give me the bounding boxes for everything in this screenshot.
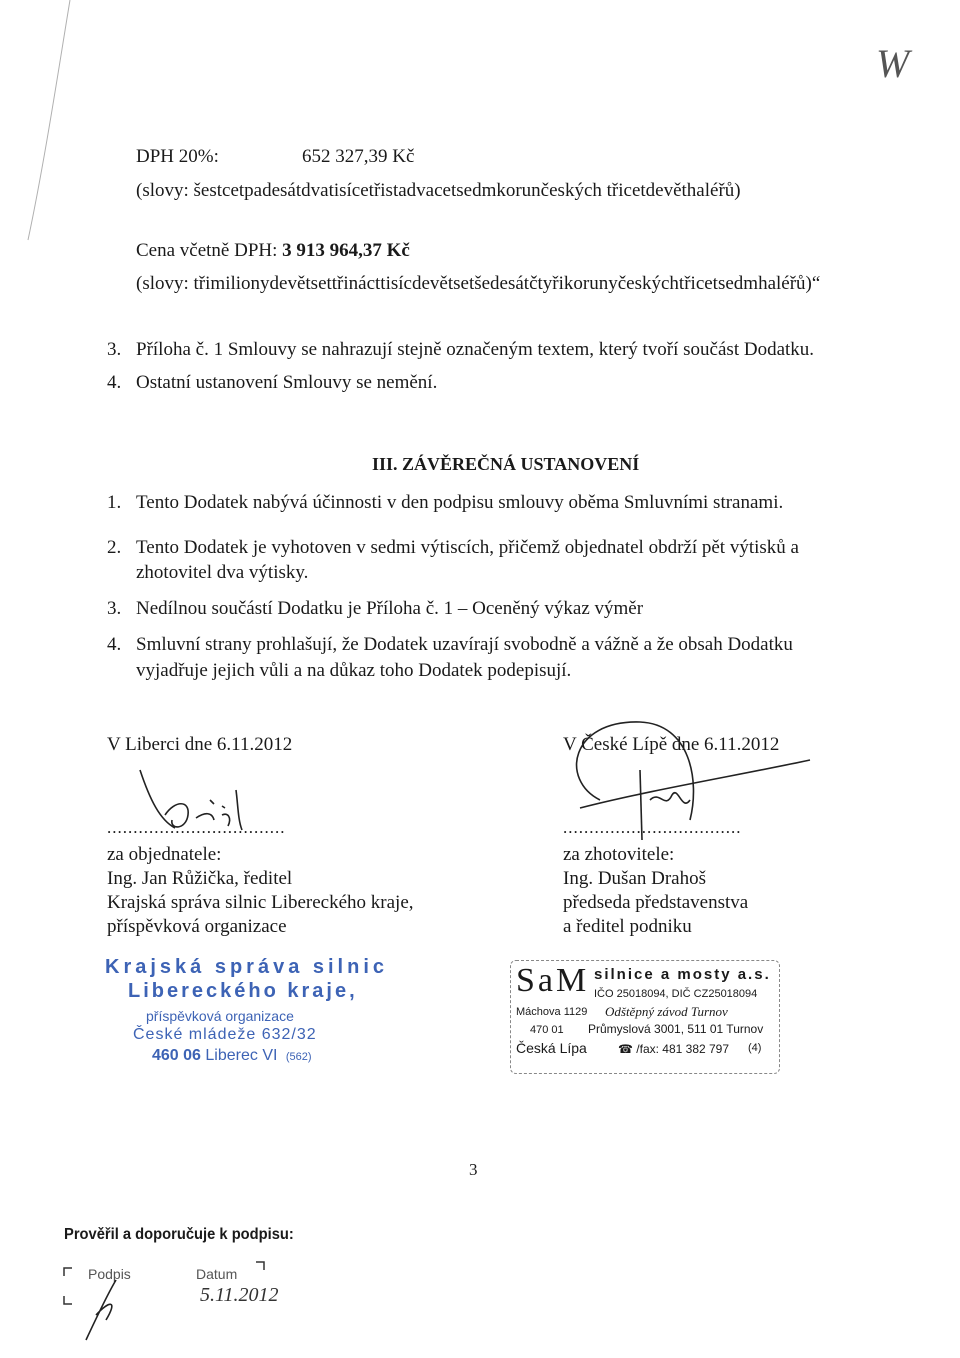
left-signature-dots: .................................. [107, 818, 286, 837]
stamp-right-branch-addr: Průmyslová 3001, 511 01 Turnov [588, 1022, 764, 1036]
total-value: 3 913 964,37 Kč [282, 240, 410, 261]
sec3-item-4-line-2: vyjadřuje jejich vůli a na důkaz toho Dodatek podepisují. [136, 660, 572, 681]
stamp-right-ids: IČO 25018094, DIČ CZ25018094 [594, 988, 758, 1000]
sec3-item-3-line: Nedílnou součástí Dodatku je Příloha č. 1 – Oceněný výkaz výměr [136, 598, 644, 619]
sec3-item-1-num: 1. [107, 492, 122, 513]
sec3-item-2-line-1: Tento Dodatek je vyhotoven v sedmi výtiscích, přičemž objednatel obdrží pět výtisků a [136, 537, 799, 558]
right-sig-line-3: předseda představenstva [563, 892, 749, 913]
sec3-item-1-line: Tento Dodatek nabývá účinnosti v den podpisu smlouvy oběma Smluvními stranami. [136, 492, 784, 513]
vat-words: (slovy: šestcetpadesátdvatisícetřistadvacetsedmkorunčeských třicetdevěthaléřů) [136, 180, 741, 201]
stamp-left-city: Liberec VI [205, 1047, 278, 1064]
sec3-item-4-line-1: Smluvní strany prohlašují, že Dodatek uzavírají svobodně a vážně a že obsah Dodatku [136, 634, 793, 655]
left-sig-line-1: za objednatele: [107, 844, 222, 865]
stamp-right-branch: Odštěpný závod Turnov [605, 1004, 728, 1019]
stamp-right-number: (4) [748, 1042, 762, 1054]
stamp-left-line-1: Krajská správa silnic [105, 956, 389, 978]
approval-date-value: 5.11.2012 [200, 1284, 279, 1306]
left-sig-line-2: Ing. Jan Růžička, ředitel [107, 868, 293, 889]
scan-edge-line [28, 0, 70, 240]
sec2-item-4-num: 4. [107, 372, 122, 393]
right-handwritten-signature [577, 722, 810, 840]
right-place-date: V České Lípě dne 6.11.2012 [563, 734, 780, 755]
stamp-right-company: silnice a mosty a.s. [594, 966, 771, 983]
page-number: 3 [469, 1160, 478, 1179]
stamp-right-addr-1: Máchova 1129 [516, 1006, 588, 1018]
stamp-left-code: (562) [285, 1051, 312, 1063]
stamp-right-phone: ☎ /fax: 481 382 797 [618, 1042, 730, 1056]
stamp-right-addr-3: Česká Lípa [516, 1040, 587, 1056]
sec2-item-3-text: Příloha č. 1 Smlouvy se nahrazují stejně označeným textem, který tvoří součást Dodatku. [136, 339, 815, 360]
sec3-item-3-num: 3. [107, 598, 122, 619]
section-heading: III. ZÁVĚREČNÁ USTANOVENÍ [372, 454, 640, 474]
right-signature-dots: .................................. [563, 818, 742, 837]
approval-handwritten-signature [86, 1280, 116, 1340]
right-sig-line-4: a ředitel podniku [563, 916, 692, 937]
right-sig-line-2: Ing. Dušan Drahoš [563, 868, 707, 889]
left-sig-line-4: příspěvková organizace [107, 916, 287, 937]
stamp-left-line-2: Libereckého kraje, [128, 980, 358, 1002]
total-label: Cena včetně DPH: [136, 240, 278, 261]
stamp-left-zip: 460 06 [152, 1047, 201, 1064]
vat-value: 652 327,39 Kč [302, 146, 415, 167]
sec2-item-3-num: 3. [107, 339, 122, 360]
left-sig-line-3: Krajská správa silnic Libereckého kraje, [107, 892, 414, 913]
stamp-right-logo: SaM [516, 962, 590, 999]
sec3-item-2-num: 2. [107, 537, 122, 558]
right-sig-line-1: za zhotovitele: [563, 844, 675, 865]
stamp-right-addr-2: 470 01 [530, 1024, 564, 1036]
left-handwritten-signature [140, 770, 242, 830]
sec2-item-4-text: Ostatní ustanovení Smlouvy se nemění. [136, 372, 438, 393]
vat-label: DPH 20%: [136, 146, 219, 167]
stamp-left-line-4: České mládeže 632/32 [133, 1026, 317, 1043]
sec3-item-2-line-2: zhotovitel dva výtisky. [136, 562, 309, 583]
bracket-top-right [256, 1262, 264, 1270]
corner-handwritten-mark: W [876, 41, 910, 86]
approval-date-label: Datum [196, 1266, 238, 1282]
approval-title: Prověřil a doporučuje k podpisu: [64, 1226, 294, 1243]
stamp-left-line-3: příspěvková organizace [146, 1008, 294, 1024]
left-place-date: V Liberci dne 6.11.2012 [107, 734, 293, 755]
total-words: (slovy: třimilionydevětsettřinácttisícdevětsetšedesátčtyřikorunyčeskýchtřicetsedmhaléřů)“ [136, 273, 821, 294]
bracket-bottom-left [64, 1296, 72, 1304]
approval-sign-label: Podpis [88, 1266, 131, 1282]
bracket-top-left [64, 1268, 72, 1276]
sec3-item-4-num: 4. [107, 634, 122, 655]
